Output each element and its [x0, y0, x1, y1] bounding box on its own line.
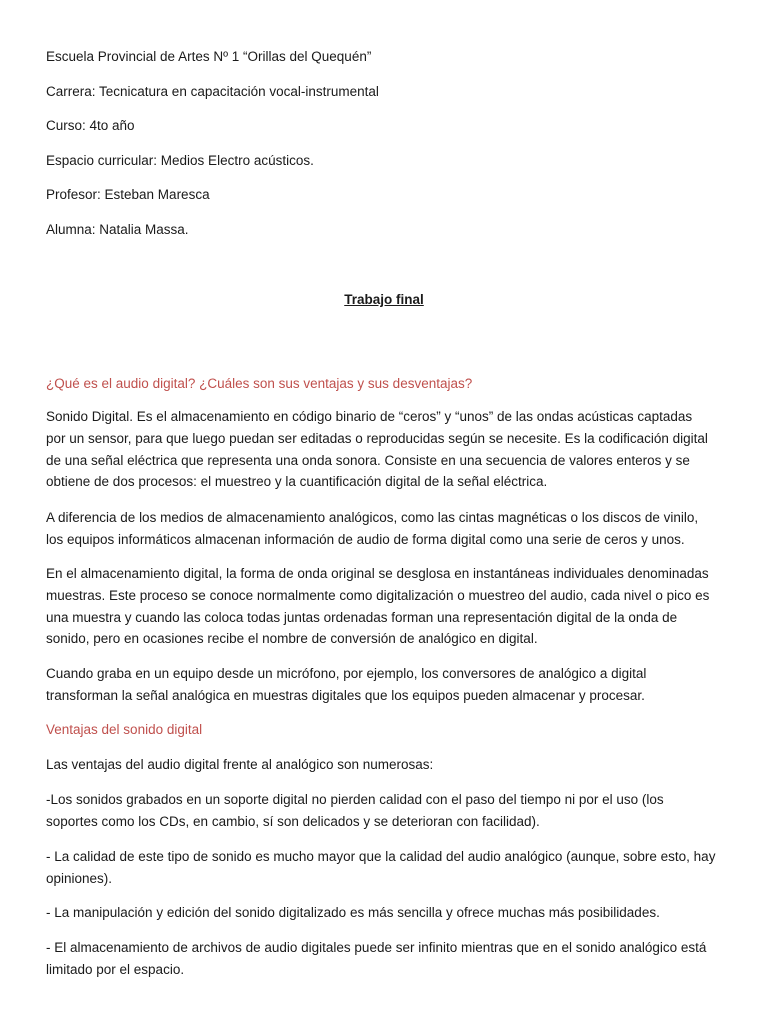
paragraph-line: - El almacenamiento de archivos de audio digitales puede ser infinito mientras que en el sonido analógico está: [46, 940, 707, 955]
student-line: Alumna: Natalia Massa.: [46, 222, 189, 237]
course-line: Curso: 4to año: [46, 118, 135, 133]
paragraph-line: Las ventajas del audio digital frente al analógico son numerosas:: [46, 757, 434, 772]
paragraph-line: sonido, pero en ocasiones recibe el nombre de conversión de analógico en digital.: [46, 631, 538, 647]
paragraph-line: los equipos informáticos almacenan información de audio de forma digital como una serie de ceros y unos.: [46, 531, 685, 547]
paragraph-line: Cuando graba en un equipo desde un micrófono, por ejemplo, los conversores de analógico a digital: [46, 666, 647, 681]
list-item-advantage-1: [46, 789, 726, 833]
paragraph-line: muestras. Este proceso se conoce normalmente como digitalización o muestreo del audio, cada nivel o pico es: [46, 587, 710, 603]
list-item-advantage-2: [46, 846, 726, 890]
paragraph-analog-comparison: [46, 507, 726, 551]
career-line: Carrera: Tecnicatura en capacitación vocal-instrumental: [46, 84, 379, 99]
paragraph-line: de una señal eléctrica que representa una onda sonora. Consiste en una secuencia de valores enteros y se: [46, 452, 690, 468]
list-item-advantage-3: [46, 902, 726, 924]
school-name: Escuela Provincial de Artes Nº 1 “Orillas del Quequén”: [46, 49, 372, 64]
paragraph-line: limitado por el espacio.: [46, 961, 185, 977]
paragraph-recording: [46, 663, 726, 707]
paragraph-line: -Los sonidos grabados en un soporte digital no pierden calidad con el paso del tiempo ni por el uso (los: [46, 792, 664, 807]
paragraph-line: obtiene de dos procesos: el muestreo y la cuantificación digital de la señal eléctrica.: [46, 474, 548, 490]
paragraph-advantages-intro: [46, 754, 726, 776]
paragraph-sampling: [46, 563, 726, 650]
paragraph-line: una muestra y cuando las coloca todas juntas ordenadas forman una representación digital de la onda de: [46, 609, 678, 625]
paragraph-line: A diferencia de los medios de almacenamiento analógicos, como las cintas magnéticas o los discos de vinilo,: [46, 510, 699, 525]
teacher-line: Profesor: Esteban Maresca: [46, 187, 210, 202]
paragraph-line: - La calidad de este tipo de sonido es mucho mayor que la calidad del audio analógico (aunque, sobre esto, hay: [46, 849, 716, 864]
paragraph-definition: [46, 406, 726, 493]
paragraph-line: opiniones).: [46, 870, 113, 886]
paragraph-line: Sonido Digital. Es el almacenamiento en código binario de “ceros” y “unos” de las ondas acústicas captadas: [46, 409, 693, 424]
section-heading-advantages: Ventajas del sonido digital: [46, 722, 203, 737]
paragraph-line: En el almacenamiento digital, la forma de onda original se desglosa en instantáneas individuales denominadas: [46, 566, 709, 581]
paragraph-line: soportes como los CDs, en cambio, sí son delicados y se deterioran con facilidad).: [46, 813, 540, 829]
document-title: Trabajo final: [344, 292, 424, 307]
paragraph-line: - La manipulación y edición del sonido digitalizado es más sencilla y ofrece muchas más posibilidades.: [46, 905, 660, 920]
paragraph-line: por un sensor, para que luego puedan ser editadas o reproducidas según se necesite. Es la codificación digital: [46, 430, 708, 446]
subject-line: Espacio curricular: Medios Electro acústicos.: [46, 153, 314, 168]
list-item-advantage-4: [46, 937, 726, 981]
paragraph-line: transforman la señal analógica en muestras digitales que los equipos pueden almacenar y procesar.: [46, 687, 645, 703]
section-heading-audio-digital: ¿Qué es el audio digital? ¿Cuáles son sus ventajas y sus desventajas?: [46, 376, 473, 391]
